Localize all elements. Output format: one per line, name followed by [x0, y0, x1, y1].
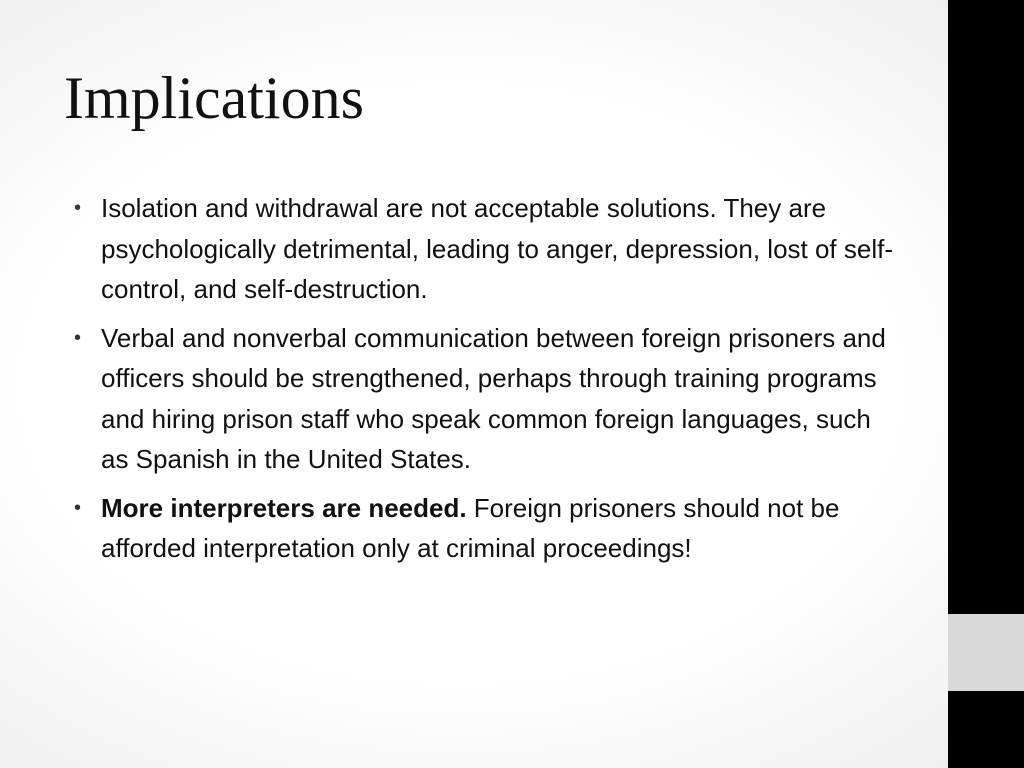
bullet-dot-icon: •	[74, 197, 82, 219]
slide-title: Implications	[64, 65, 364, 131]
bullet-text: Verbal and nonverbal communication between foreign prisoners and officers should be strengthened, perhaps through training programs and hiring prison staff who speak common foreign languages, such as Spanish in the United States.	[101, 322, 886, 474]
bullet-text: Foreign prisoners should not be afforded interpretation only at criminal proceedings!	[101, 492, 840, 563]
sidebar-bar	[948, 0, 1024, 768]
sidebar-accent-block	[948, 614, 1024, 691]
bullet-item	[74, 318, 894, 480]
bullet-item	[74, 188, 894, 310]
bullet-item	[74, 488, 894, 569]
bullet-dot-icon: •	[74, 326, 82, 349]
bullet-bold-text: More interpreters are needed.	[101, 492, 467, 523]
bullet-list	[74, 188, 894, 577]
bullet-text: Isolation and withdrawal are not acceptable solutions. They are psychologically detrimental, leading to anger, depression, lost of self-control, and self-destruction.	[101, 193, 893, 304]
bullet-dot-icon: •	[74, 496, 82, 519]
